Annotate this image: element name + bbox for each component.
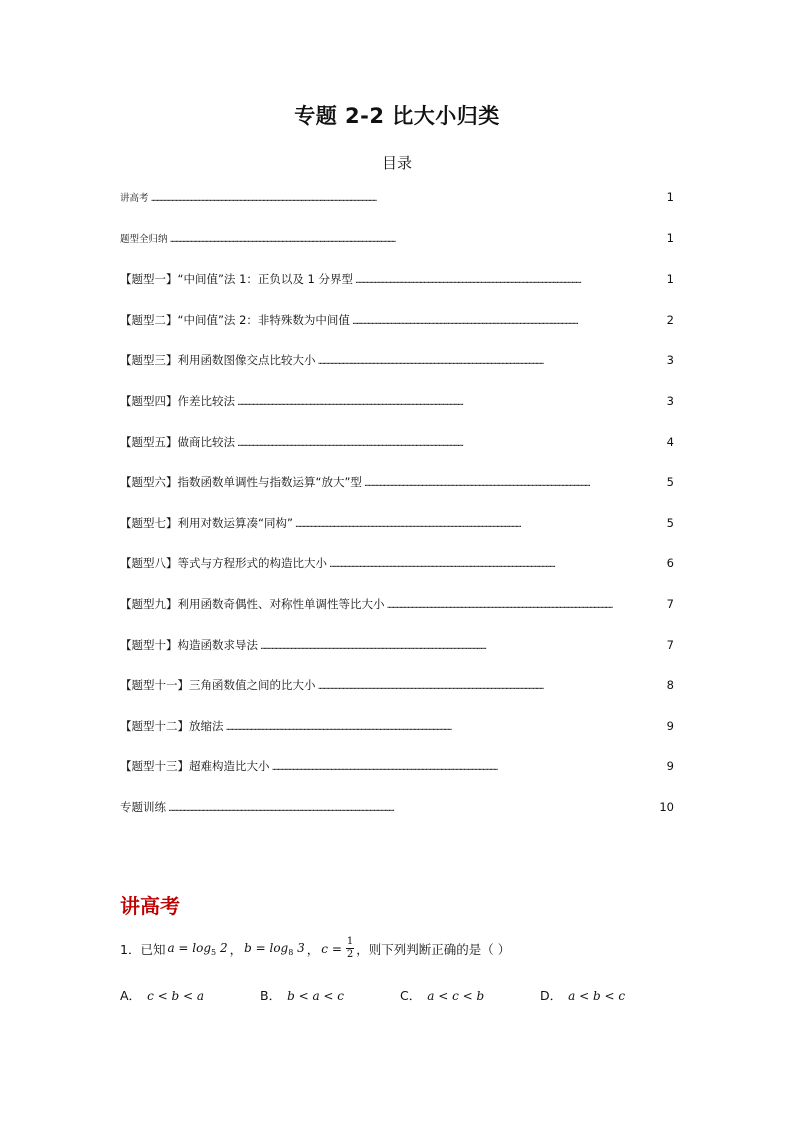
toc-leader-dots xyxy=(318,678,665,692)
toc-entry[interactable] xyxy=(120,434,674,475)
toc-leader-dots xyxy=(260,638,665,652)
toc-entry-label: 【题型十三】超难构造比大小 xyxy=(120,759,270,774)
toc-entry-page: 9 xyxy=(666,718,674,733)
toc-entry-page: 3 xyxy=(666,353,674,368)
toc-entry-page: 8 xyxy=(666,678,674,693)
toc-entry-label: 【题型五】做商比较法 xyxy=(120,434,235,449)
toc-entry-label: 【题型八】等式与方程形式的构造比大小 xyxy=(120,556,327,571)
toc-entry[interactable] xyxy=(120,637,674,678)
toc-entry[interactable] xyxy=(120,718,674,759)
option-letter: D． xyxy=(540,988,563,1003)
question-suffix: ，则下列判断正确的是（ ） xyxy=(356,941,511,957)
toc-entry[interactable] xyxy=(120,474,674,515)
toc-leader-dots xyxy=(352,313,665,327)
option-expr: a < c < b xyxy=(427,989,485,1003)
toc-entry-label: 【题型六】指数函数单调性与指数运算“放大”型 xyxy=(120,475,362,490)
toc-entry-label: 【题型一】“中间值”法 1：正负以及 1 分界型 xyxy=(120,272,354,287)
toc-entry-label: 【题型十二】放缩法 xyxy=(120,718,224,733)
toc-leader-dots xyxy=(226,719,665,733)
option-letter: C． xyxy=(400,988,422,1003)
toc-entry-page: 6 xyxy=(666,556,674,571)
toc-leader-dots xyxy=(168,800,657,814)
question-prefix: 1．已知 xyxy=(120,941,166,957)
toc-entry[interactable] xyxy=(120,231,674,272)
toc-entry[interactable] xyxy=(120,799,674,840)
expr-b xyxy=(244,941,305,957)
toc-leader-dots xyxy=(364,475,665,489)
option-a[interactable] xyxy=(120,986,260,1004)
toc-entry-page: 5 xyxy=(666,475,674,490)
toc-entry-label: 【题型十】构造函数求导法 xyxy=(120,637,258,652)
toc-leader-dots xyxy=(387,597,665,611)
toc-entry-label: 题型全归纳 xyxy=(120,233,168,245)
toc-entry[interactable] xyxy=(120,596,674,637)
option-letter: B． xyxy=(260,988,282,1003)
toc-entry-label: 【题型九】利用函数奇偶性、对称性单调性等比大小 xyxy=(120,596,385,611)
option-expr: c < b < a xyxy=(147,989,204,1003)
toc-entry-page: 4 xyxy=(666,434,674,449)
expr-a-arg: 2 xyxy=(216,940,228,955)
toc-heading: 目录 xyxy=(381,154,412,172)
toc-leader-dots xyxy=(355,272,665,286)
toc-entry-label: 【题型十一】三角函数值之间的比大小 xyxy=(120,678,316,693)
toc-entry-page: 9 xyxy=(666,759,674,774)
question-1 xyxy=(120,937,510,960)
option-expr: b < a < c xyxy=(287,989,345,1003)
toc-entry-label: 讲高考 xyxy=(120,193,149,204)
toc-entry-label: 专题训练 xyxy=(120,799,166,814)
option-b[interactable] xyxy=(260,986,400,1004)
toc-entry[interactable] xyxy=(120,271,674,312)
toc-entry[interactable] xyxy=(120,393,674,434)
toc-leader-dots xyxy=(151,193,665,204)
toc-entry-page: 7 xyxy=(666,596,674,611)
toc-entry-page: 1 xyxy=(666,230,674,245)
expr-b-base: 8 xyxy=(288,947,294,957)
toc-entry[interactable] xyxy=(120,555,674,596)
toc-entry-page: 2 xyxy=(666,312,674,327)
document-title: 专题 2-2 比大小归类 xyxy=(294,104,500,128)
fraction-one-half xyxy=(346,937,354,960)
separator: ， xyxy=(229,941,243,957)
option-d[interactable] xyxy=(540,986,680,1004)
option-expr: a < b < c xyxy=(568,989,626,1003)
toc-entry[interactable] xyxy=(120,352,674,393)
toc-leader-dots xyxy=(237,394,665,408)
toc-leader-dots xyxy=(318,353,665,367)
expr-a xyxy=(167,941,227,957)
toc-entry-label: 【题型二】“中间值”法 2：非特殊数为中间值 xyxy=(120,312,350,327)
toc-leader-dots xyxy=(272,759,665,773)
toc-entry-page: 7 xyxy=(666,637,674,652)
toc-entry[interactable] xyxy=(120,190,674,231)
section-title: 讲高考 xyxy=(120,894,180,918)
toc-entry-label: 【题型四】作差比较法 xyxy=(120,393,235,408)
expr-a-text: a = log xyxy=(167,940,212,955)
toc-leader-dots xyxy=(170,234,665,245)
toc-leader-dots xyxy=(237,435,665,449)
option-c[interactable] xyxy=(400,986,540,1004)
table-of-contents xyxy=(120,190,674,840)
toc-entry-page: 10 xyxy=(659,799,674,814)
expr-c: c = xyxy=(321,941,342,956)
toc-entry-label: 【题型七】利用对数运算凑“同构” xyxy=(120,515,293,530)
toc-entry[interactable] xyxy=(120,312,674,353)
toc-leader-dots xyxy=(329,556,665,570)
expr-b-arg: 3 xyxy=(293,940,305,955)
toc-entry-page: 1 xyxy=(666,190,674,204)
option-letter: A． xyxy=(120,988,142,1003)
toc-leader-dots xyxy=(295,516,665,530)
answer-options xyxy=(120,986,680,1004)
separator: ， xyxy=(306,941,320,957)
expr-b-text: b = log xyxy=(244,940,289,955)
toc-entry[interactable] xyxy=(120,758,674,799)
toc-entry-page: 3 xyxy=(666,393,674,408)
toc-entry[interactable] xyxy=(120,677,674,718)
toc-entry-page: 5 xyxy=(666,515,674,530)
toc-entry-page: 1 xyxy=(666,272,674,287)
expr-a-base: 5 xyxy=(211,947,217,957)
toc-entry[interactable] xyxy=(120,515,674,556)
fraction-numerator: 1 xyxy=(346,936,354,947)
toc-entry-label: 【题型三】利用函数图像交点比较大小 xyxy=(120,353,316,368)
fraction-denominator: 2 xyxy=(346,949,354,960)
